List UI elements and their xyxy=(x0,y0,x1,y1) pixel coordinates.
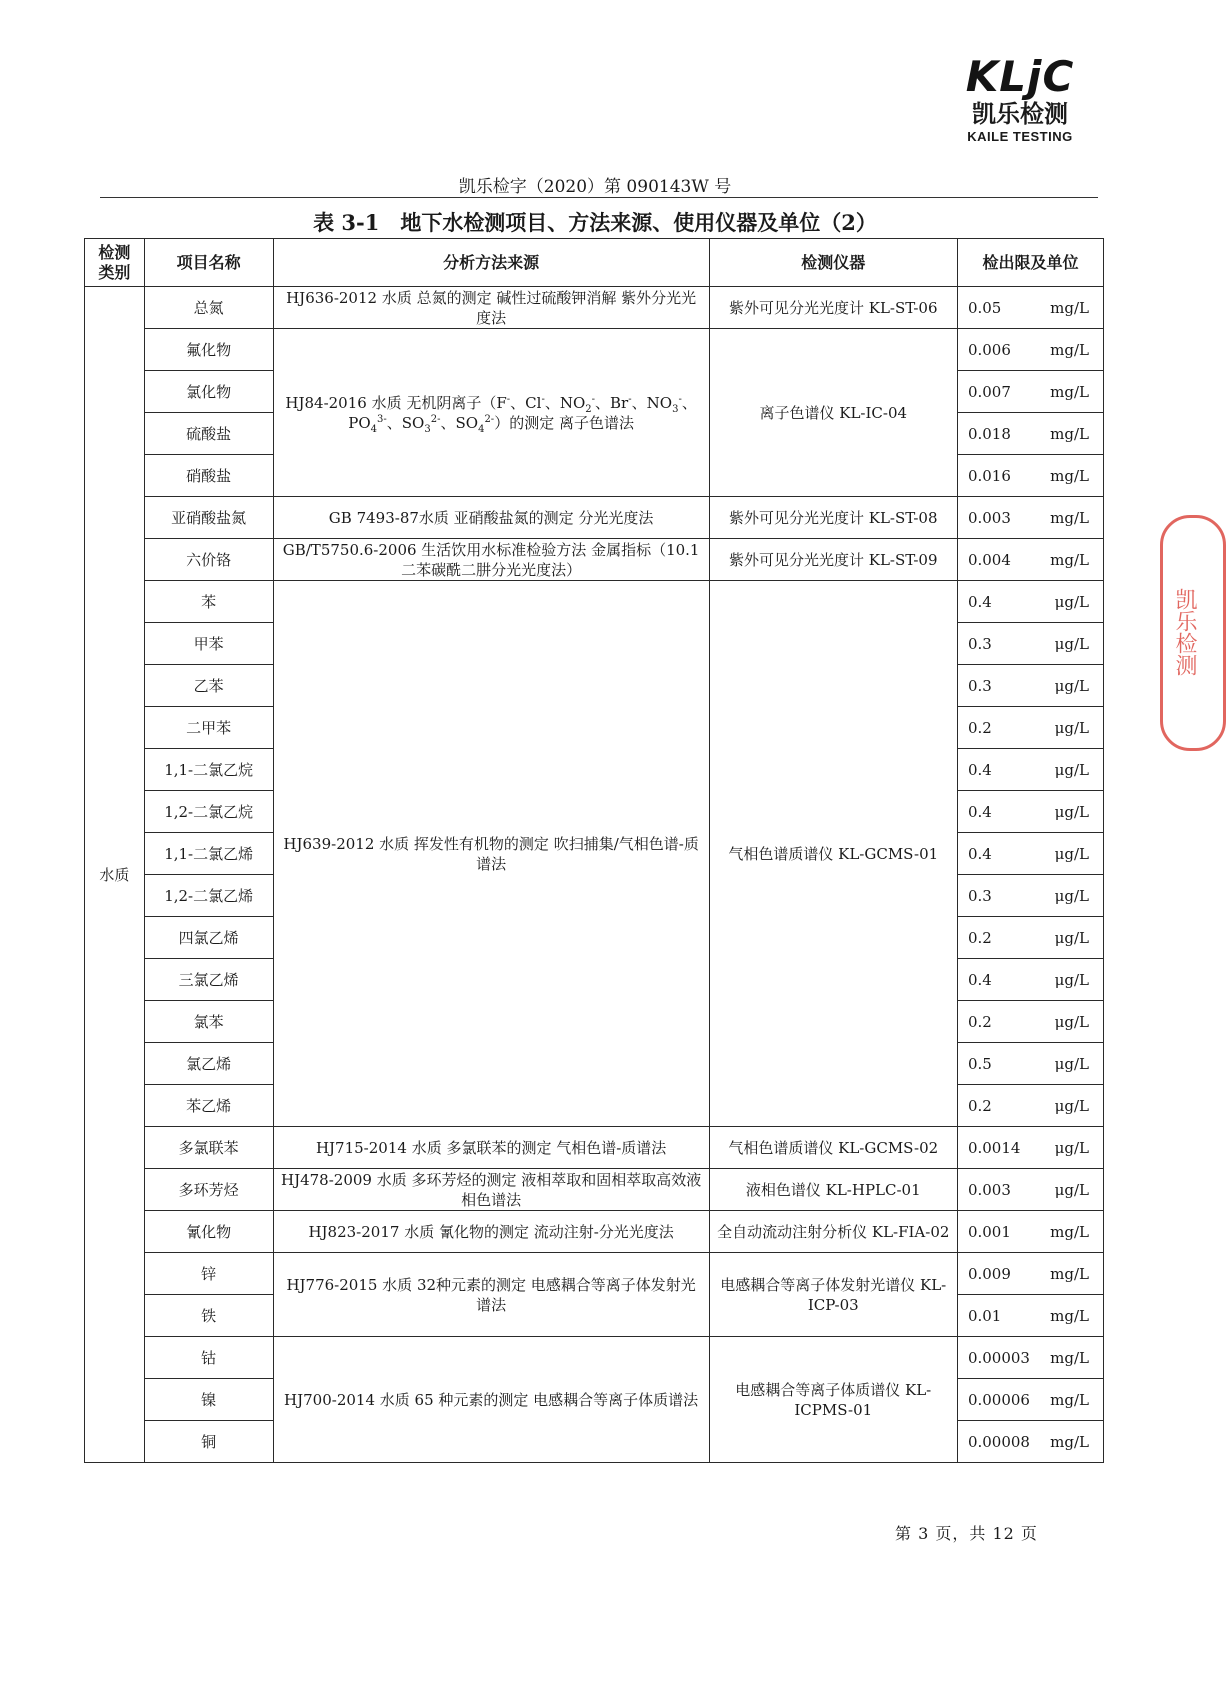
limit-value: 0.003 xyxy=(967,1180,1011,1199)
method-cell: HJ478-2009 水质 多环芳烃的测定 液相萃取和固相萃取高效液相色谱法 xyxy=(273,1169,709,1211)
item-name: 苯乙烯 xyxy=(144,1085,273,1127)
limit-cell xyxy=(957,1379,1103,1421)
limit-cell xyxy=(957,413,1103,455)
instrument-cell: 气相色谱质谱仪 KL-GCMS-01 xyxy=(709,581,957,1127)
limit-value: 0.4 xyxy=(967,970,992,989)
header-instrument: 检测仪器 xyxy=(709,239,957,287)
limit-unit: mg/L xyxy=(1050,1390,1089,1409)
method-cell: HJ636-2012 水质 总氮的测定 碱性过硫酸钾消解 紫外分光光度法 xyxy=(273,287,709,329)
item-name: 锌 xyxy=(144,1253,273,1295)
limit-value: 0.018 xyxy=(967,424,1011,443)
limit-unit: mg/L xyxy=(1050,1432,1089,1451)
method-cell: HJ84-2016 水质 无机阴离子（F-、Cl-、$NO_2^-$、Br-、$NO_3^-$、$PO_4^{3-}$、$SO_3^{2-}$、$SO_4^{2-}$）的测定 离子色谱法 xyxy=(273,329,709,497)
header-item: 项目名称 xyxy=(144,239,273,287)
item-name: 氯化物 xyxy=(144,371,273,413)
limit-cell xyxy=(957,959,1103,1001)
company-seal xyxy=(1160,515,1226,751)
limit-unit: mg/L xyxy=(1050,298,1089,317)
limit-unit: mg/L xyxy=(1050,424,1089,443)
limit-value: 0.3 xyxy=(967,886,992,905)
category-cell: 水质 xyxy=(85,287,145,1463)
header-method: 分析方法来源 xyxy=(273,239,709,287)
item-name: 硝酸盐 xyxy=(144,455,273,497)
detection-table xyxy=(84,238,1104,1463)
instrument-cell: 电感耦合等离子体发射光谱仪 KL-ICP-03 xyxy=(709,1253,957,1337)
instrument-cell: 紫外可见分光光度计 KL-ST-06 xyxy=(709,287,957,329)
table-row xyxy=(85,329,1104,371)
limit-unit: μg/L xyxy=(1054,718,1089,737)
table-row xyxy=(85,1211,1104,1253)
limit-unit: μg/L xyxy=(1054,970,1089,989)
table-header-row xyxy=(85,239,1104,287)
item-name: 三氯乙烯 xyxy=(144,959,273,1001)
method-cell: GB/T5750.6-2006 生活饮用水标准检验方法 金属指标（10.1 二苯碳酰二肼分光光度法） xyxy=(273,539,709,581)
limit-value: 0.4 xyxy=(967,802,992,821)
limit-value: 0.006 xyxy=(967,340,1011,359)
limit-unit: μg/L xyxy=(1054,1012,1089,1031)
table-row xyxy=(85,497,1104,539)
item-name: 二甲苯 xyxy=(144,707,273,749)
limit-value: 0.007 xyxy=(967,382,1011,401)
item-name: 六价铬 xyxy=(144,539,273,581)
limit-cell xyxy=(957,1127,1103,1169)
item-name: 氯乙烯 xyxy=(144,1043,273,1085)
limit-unit: μg/L xyxy=(1054,760,1089,779)
limit-unit: μg/L xyxy=(1054,1096,1089,1115)
limit-cell xyxy=(957,665,1103,707)
limit-value: 0.5 xyxy=(967,1054,992,1073)
table-title: 表 3-1 地下水检测项目、方法来源、使用仪器及单位（2） xyxy=(313,210,877,235)
limit-unit: μg/L xyxy=(1054,886,1089,905)
method-cell: HJ715-2014 水质 多氯联苯的测定 气相色谱-质谱法 xyxy=(273,1127,709,1169)
limit-cell xyxy=(957,497,1103,539)
table-row xyxy=(85,1169,1104,1211)
item-name: 总氮 xyxy=(144,287,273,329)
table-row xyxy=(85,1337,1104,1379)
header-divider xyxy=(100,197,1098,198)
item-name: 1,2-二氯乙烷 xyxy=(144,791,273,833)
limit-cell xyxy=(957,917,1103,959)
header-category: 检测类别 xyxy=(85,239,145,287)
limit-value: 0.2 xyxy=(967,1096,992,1115)
limit-unit: μg/L xyxy=(1054,802,1089,821)
item-name: 1,1-二氯乙烯 xyxy=(144,833,273,875)
limit-value: 0.01 xyxy=(967,1306,1002,1325)
limit-unit: mg/L xyxy=(1050,1222,1089,1241)
limit-cell xyxy=(957,749,1103,791)
limit-unit: mg/L xyxy=(1050,508,1089,527)
limit-value: 0.2 xyxy=(967,718,992,737)
limit-cell xyxy=(957,1169,1103,1211)
instrument-cell: 液相色谱仪 KL-HPLC-01 xyxy=(709,1169,957,1211)
limit-value: 0.003 xyxy=(967,508,1011,527)
logo-mark: KLjC xyxy=(965,52,1075,101)
limit-value: 0.00006 xyxy=(967,1390,1030,1409)
limit-cell xyxy=(957,539,1103,581)
limit-unit: mg/L xyxy=(1050,1264,1089,1283)
method-cell: HJ776-2015 水质 32种元素的测定 电感耦合等离子体发射光谱法 xyxy=(273,1253,709,1337)
limit-cell xyxy=(957,1421,1103,1463)
item-name: 硫酸盐 xyxy=(144,413,273,455)
item-name: 氰化物 xyxy=(144,1211,273,1253)
item-name: 铜 xyxy=(144,1421,273,1463)
limit-unit: mg/L xyxy=(1050,466,1089,485)
limit-cell xyxy=(957,1001,1103,1043)
limit-unit: μg/L xyxy=(1054,928,1089,947)
company-logo xyxy=(950,52,1090,144)
limit-value: 0.009 xyxy=(967,1264,1011,1283)
limit-cell xyxy=(957,1085,1103,1127)
limit-unit: mg/L xyxy=(1050,340,1089,359)
limit-value: 0.00008 xyxy=(967,1432,1030,1451)
method-cell: HJ700-2014 水质 65 种元素的测定 电感耦合等离子体质谱法 xyxy=(273,1337,709,1463)
instrument-cell: 全自动流动注射分析仪 KL-FIA-02 xyxy=(709,1211,957,1253)
instrument-cell: 紫外可见分光光度计 KL-ST-08 xyxy=(709,497,957,539)
item-name: 多环芳烃 xyxy=(144,1169,273,1211)
limit-cell xyxy=(957,1295,1103,1337)
limit-value: 0.4 xyxy=(967,844,992,863)
limit-cell xyxy=(957,791,1103,833)
limit-value: 0.2 xyxy=(967,928,992,947)
limit-value: 0.3 xyxy=(967,676,992,695)
limit-unit: μg/L xyxy=(1054,1180,1089,1199)
limit-value: 0.0014 xyxy=(967,1138,1021,1157)
item-name: 镍 xyxy=(144,1379,273,1421)
seal-text: 凯乐检测 xyxy=(1172,588,1197,676)
table-row xyxy=(85,1253,1104,1295)
limit-value: 0.3 xyxy=(967,634,992,653)
item-name: 苯 xyxy=(144,581,273,623)
limit-cell xyxy=(957,707,1103,749)
limit-cell xyxy=(957,581,1103,623)
limit-value: 0.2 xyxy=(967,1012,992,1031)
limit-cell xyxy=(957,1211,1103,1253)
item-name: 钴 xyxy=(144,1337,273,1379)
item-name: 亚硝酸盐氮 xyxy=(144,497,273,539)
document-number: 凯乐检字（2020）第 090143W 号 xyxy=(458,177,732,197)
method-cell: HJ639-2012 水质 挥发性有机物的测定 吹扫捕集/气相色谱-质谱法 xyxy=(273,581,709,1127)
item-name: 多氯联苯 xyxy=(144,1127,273,1169)
logo-name-en: KAILE TESTING xyxy=(967,129,1073,144)
page-number: 第 3 页，共 12 页 xyxy=(895,1524,1038,1543)
item-name: 氯苯 xyxy=(144,1001,273,1043)
item-name: 四氯乙烯 xyxy=(144,917,273,959)
limit-value: 0.004 xyxy=(967,550,1011,569)
limit-value: 0.4 xyxy=(967,760,992,779)
limit-unit: mg/L xyxy=(1050,550,1089,569)
limit-unit: μg/L xyxy=(1054,592,1089,611)
limit-cell xyxy=(957,1337,1103,1379)
limit-unit: μg/L xyxy=(1054,634,1089,653)
item-name: 乙苯 xyxy=(144,665,273,707)
limit-cell xyxy=(957,1043,1103,1085)
limit-cell xyxy=(957,1253,1103,1295)
limit-cell xyxy=(957,329,1103,371)
method-cell: HJ823-2017 水质 氰化物的测定 流动注射-分光光度法 xyxy=(273,1211,709,1253)
item-name: 甲苯 xyxy=(144,623,273,665)
limit-unit: mg/L xyxy=(1050,1348,1089,1367)
header-limit: 检出限及单位 xyxy=(957,239,1103,287)
table-row xyxy=(85,581,1104,623)
limit-value: 0.00003 xyxy=(967,1348,1030,1367)
item-name: 1,1-二氯乙烷 xyxy=(144,749,273,791)
instrument-cell: 电感耦合等离子体质谱仪 KL-ICPMS-01 xyxy=(709,1337,957,1463)
limit-cell xyxy=(957,287,1103,329)
item-name: 氟化物 xyxy=(144,329,273,371)
limit-cell xyxy=(957,455,1103,497)
logo-name-cn: 凯乐检测 xyxy=(972,100,1068,128)
limit-unit: μg/L xyxy=(1054,676,1089,695)
limit-cell xyxy=(957,833,1103,875)
limit-cell xyxy=(957,875,1103,917)
method-cell: GB 7493-87水质 亚硝酸盐氮的测定 分光光度法 xyxy=(273,497,709,539)
limit-value: 0.016 xyxy=(967,466,1011,485)
limit-unit: μg/L xyxy=(1054,1138,1089,1157)
limit-value: 0.001 xyxy=(967,1222,1011,1241)
limit-unit: μg/L xyxy=(1054,844,1089,863)
item-name: 铁 xyxy=(144,1295,273,1337)
instrument-cell: 气相色谱质谱仪 KL-GCMS-02 xyxy=(709,1127,957,1169)
limit-value: 0.05 xyxy=(967,298,1002,317)
instrument-cell: 离子色谱仪 KL-IC-04 xyxy=(709,329,957,497)
limit-unit: mg/L xyxy=(1050,1306,1089,1325)
limit-cell xyxy=(957,623,1103,665)
instrument-cell: 紫外可见分光光度计 KL-ST-09 xyxy=(709,539,957,581)
limit-cell xyxy=(957,371,1103,413)
limit-value: 0.4 xyxy=(967,592,992,611)
table-row xyxy=(85,1127,1104,1169)
item-name: 1,2-二氯乙烯 xyxy=(144,875,273,917)
limit-unit: μg/L xyxy=(1054,1054,1089,1073)
limit-unit: mg/L xyxy=(1050,382,1089,401)
table-row xyxy=(85,287,1104,329)
table-row xyxy=(85,539,1104,581)
